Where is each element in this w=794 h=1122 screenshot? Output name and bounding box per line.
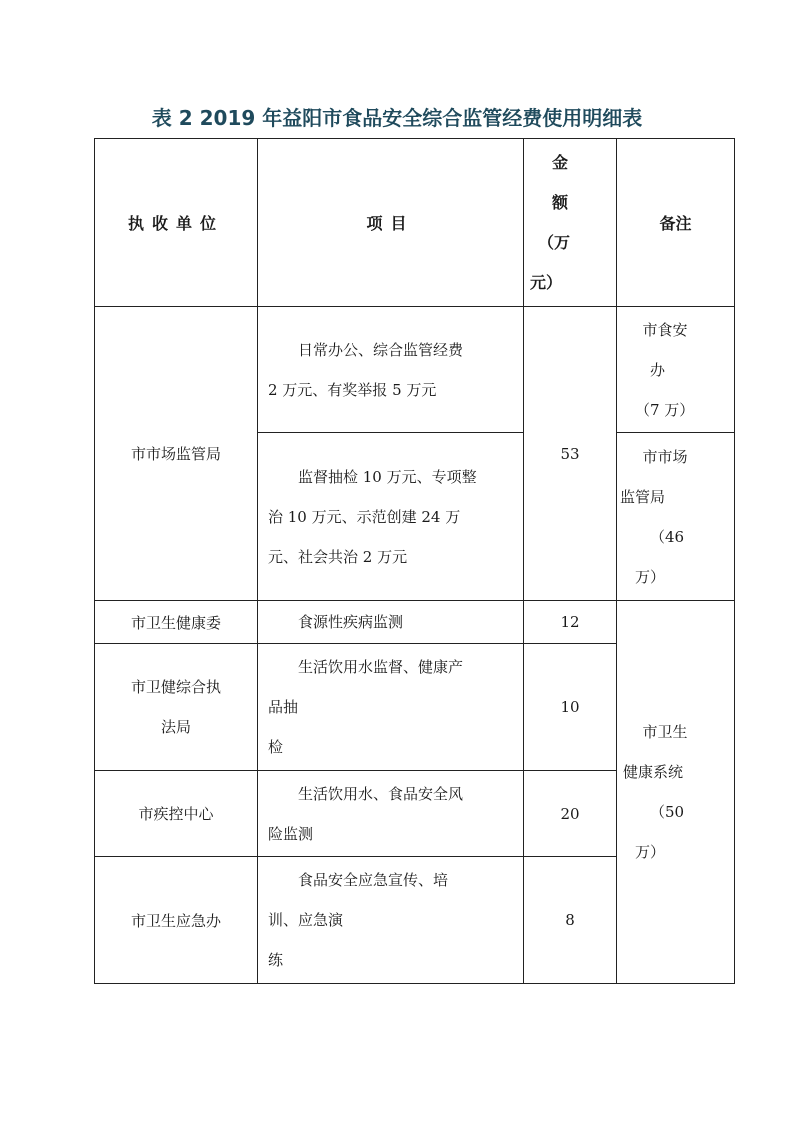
- item-line: 治 10 万元、示范创建 24 万: [268, 507, 461, 526]
- item-line: 险监测: [268, 824, 314, 843]
- item-line: 2 万元、有奖举报 5 万元: [268, 380, 437, 399]
- item-line: 元、社会共治 2 万元: [268, 547, 408, 566]
- table-row: [95, 601, 735, 644]
- header-amount-line: 金: [552, 152, 569, 172]
- header-row: [95, 139, 735, 307]
- item-line: 日常办公、综合监管经费: [298, 340, 464, 359]
- unit-cell: 市疾控中心: [95, 771, 258, 857]
- note-line: （7 万）: [635, 400, 695, 419]
- item-line: 检: [268, 738, 284, 756]
- note-cell: [617, 307, 735, 433]
- note-line: 市食安: [642, 320, 688, 339]
- item-line: 生活饮用水监督、健康产: [298, 658, 464, 676]
- item-cell: [258, 771, 524, 857]
- note-line: （46: [650, 527, 685, 546]
- note-line: 市卫生: [642, 723, 688, 741]
- amount-cell: 53: [524, 307, 617, 601]
- item-cell: [258, 601, 524, 644]
- header-amount-line: （万: [538, 232, 571, 252]
- note-line: 市市场: [642, 447, 688, 466]
- header-amount-line: 元）: [530, 272, 563, 292]
- item-line: 食源性疾病监测: [298, 613, 404, 631]
- table-title: 表 2 2019 年益阳市食品安全综合监管经费使用明细表: [151, 106, 643, 130]
- note-cell-health: [617, 601, 735, 984]
- note-line: 万）: [635, 843, 666, 861]
- note-line: 办: [650, 360, 666, 379]
- amount-cell: 12: [524, 601, 617, 644]
- header-unit: 执收单位: [95, 139, 258, 307]
- item-cell: [258, 644, 524, 771]
- amount-cell: 20: [524, 771, 617, 857]
- item-line: 品抽: [268, 698, 299, 716]
- item-cell: [258, 307, 524, 433]
- note-line: 监管局: [620, 487, 666, 506]
- unit-line: 法局: [160, 718, 191, 736]
- note-cell: [617, 433, 735, 601]
- header-amount: [524, 139, 617, 307]
- item-line: 食品安全应急宣传、培: [298, 871, 449, 889]
- header-item: 项目: [258, 139, 524, 307]
- amount-cell: 8: [524, 857, 617, 984]
- unit-cell: 市卫生应急办: [95, 857, 258, 984]
- unit-cell: 市市场监管局: [95, 307, 258, 601]
- unit-line: 市卫健综合执: [130, 678, 221, 696]
- unit-cell: 市卫生健康委: [95, 601, 258, 644]
- amount-cell: 10: [524, 644, 617, 771]
- item-cell: [258, 857, 524, 984]
- item-line: 生活饮用水、食品安全风: [298, 784, 464, 803]
- header-amount-line: 额: [552, 192, 569, 212]
- header-note: 备注: [617, 139, 735, 307]
- budget-table: [94, 138, 735, 984]
- table-row: [95, 307, 735, 433]
- item-line: 监督抽检 10 万元、专项整: [298, 467, 477, 486]
- note-line: 健康系统: [623, 763, 684, 781]
- item-cell: [258, 433, 524, 601]
- unit-cell: [95, 644, 258, 771]
- note-line: （50: [650, 803, 685, 821]
- item-line: 练: [268, 951, 284, 969]
- item-line: 训、应急演: [268, 911, 344, 929]
- note-line: 万）: [635, 567, 666, 586]
